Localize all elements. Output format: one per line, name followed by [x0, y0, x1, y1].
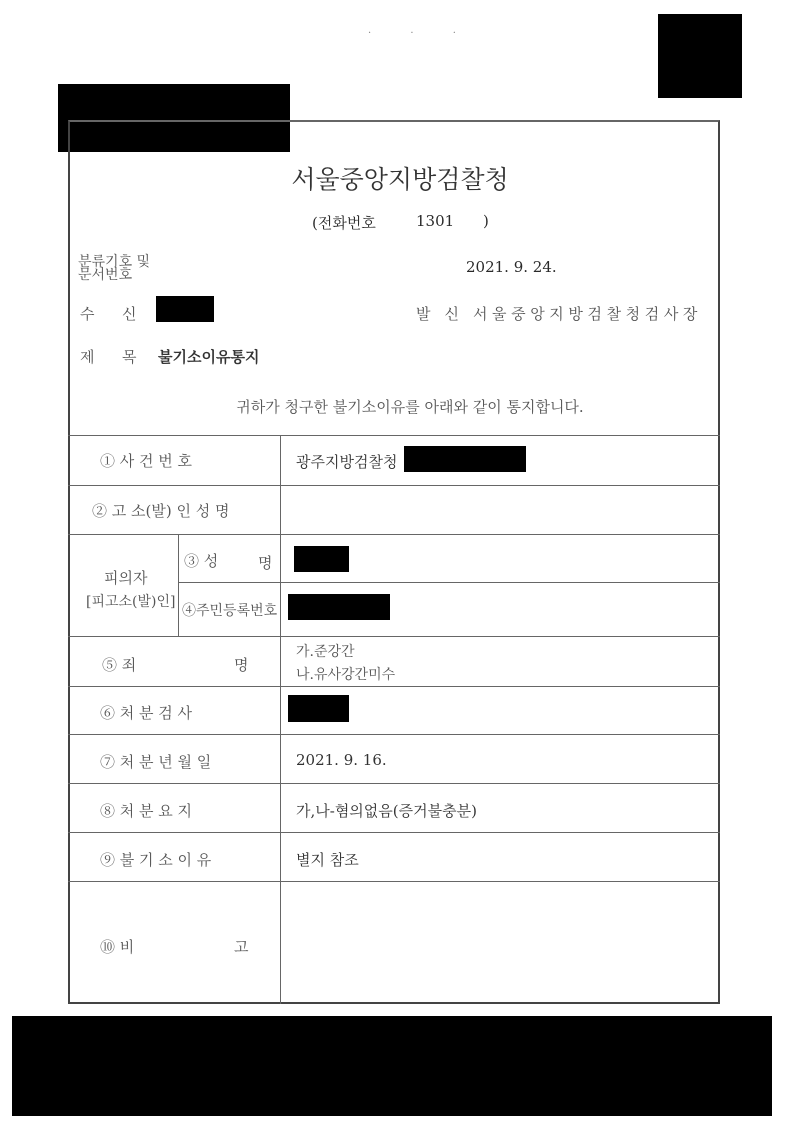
suspect-group-label-2: [피고소(발)인]: [86, 594, 176, 610]
disposition-date-label: ⑦ 처 분 년 월 일: [100, 753, 212, 771]
redaction-recipient: [156, 296, 214, 322]
table-line-2: [68, 534, 720, 535]
table-line-1: [68, 485, 720, 486]
remarks-label-2: 고: [234, 938, 249, 956]
subject-label-1: 제: [80, 348, 95, 366]
crime-label-2: 명: [234, 656, 249, 674]
disposition-summary-label: ⑧ 처 분 요 지: [100, 802, 193, 820]
table-line-3: [178, 582, 720, 583]
complainant-label: ② 고 소(발) 인 성 명: [92, 502, 230, 520]
suspect-id-label: ④주민등록번호: [182, 603, 278, 619]
table-line-5: [68, 686, 720, 687]
disposition-date-value: 2021. 9. 16.: [296, 751, 387, 769]
case-number-value: 광주지방검찰청: [296, 453, 398, 471]
table-line-8: [68, 832, 720, 833]
table-line-4: [68, 636, 720, 637]
reason-label: ⑨ 불 기 소 이 유: [100, 851, 212, 869]
table-line-9: [68, 881, 720, 882]
table-line-6: [68, 734, 720, 735]
redaction-prosecutor: [288, 695, 349, 722]
phone-close: ): [483, 212, 489, 230]
doc-number-label-line1: 분류기호 및: [78, 254, 151, 270]
disposition-summary-value: 가,나-혐의없음(증거불충분): [296, 802, 477, 820]
crime-value-1: 가.준강간: [296, 644, 355, 660]
doc-number-label-line2: 문서번호: [78, 267, 133, 283]
scan-specks: · · ·: [368, 28, 474, 39]
subject-value: 불기소이유통지: [158, 348, 260, 366]
remarks-label-1: ⑩ 비: [100, 938, 135, 956]
crime-label-1: ⑤ 죄: [102, 656, 137, 674]
redaction-bottom: [12, 1016, 772, 1116]
table-line-7: [68, 783, 720, 784]
table-suspect-divider: [178, 534, 179, 636]
sender-line: [416, 303, 702, 324]
redaction-suspect-id: [288, 594, 390, 620]
table-line-top: [68, 435, 720, 436]
sender-name: 서울중앙지방검찰청검사장: [472, 305, 703, 323]
reason-value: 별지 참조: [296, 851, 359, 869]
table-divider: [280, 435, 281, 1004]
phone-label: (전화번호: [312, 214, 376, 232]
suspect-group-label-1: 피의자: [104, 569, 148, 587]
agency-title: 서울중앙지방검찰청: [291, 165, 509, 194]
sender-label: 발 신: [416, 305, 464, 323]
recipient-label-2: 신: [122, 305, 137, 323]
recipient-label-1: 수: [80, 305, 95, 323]
intro-text: 귀하가 청구한 불기소이유를 아래와 같이 통지합니다.: [236, 398, 584, 416]
phone-number: 1301: [416, 212, 455, 230]
document-date: 2021. 9. 24.: [466, 258, 557, 276]
redaction-suspect-name: [294, 546, 349, 572]
prosecutor-label: ⑥ 처 분 검 사: [100, 704, 193, 722]
case-number-label: ① 사 건 번 호: [100, 452, 193, 470]
suspect-name-label-1: ③ 성: [184, 552, 219, 570]
subject-label-2: 목: [122, 348, 137, 366]
suspect-name-label-2: 명: [258, 554, 273, 572]
redaction-case-number: [404, 446, 526, 472]
crime-value-2: 나.유사강간미수: [296, 667, 396, 683]
document-frame: [68, 120, 720, 1004]
redaction-top-right: [658, 14, 742, 98]
